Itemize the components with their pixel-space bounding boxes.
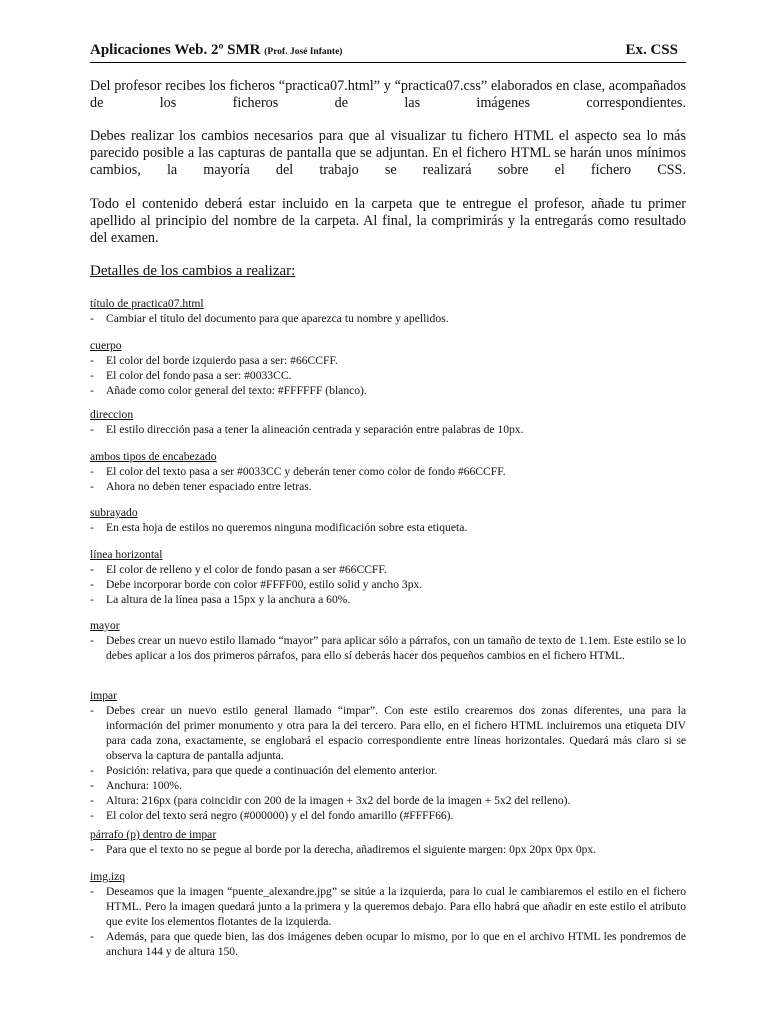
list-item: - En esta hoja de estilos no queremos ninguna modificación sobre esta etiqueta. bbox=[90, 520, 686, 535]
list-item: - Debes crear un nuevo estilo llamado “mayor” para aplicar sólo a párrafos, con un tamaño de texto de 1.1em. Este estilo se lo debes aplicar a los dos primeros párrafos, para ello sí deberás hacer dos pequeños cambios en el fichero HTML. bbox=[90, 633, 686, 663]
intro-paragraph-1: Del profesor recibes los ficheros “practica07.html” y “practica07.css” elaborados en clase, acompañados de los ficheros de las imágenes correspondientes. bbox=[90, 78, 686, 111]
list-item: - El estilo dirección pasa a tener la alineación centrada y separación entre palabras de 10px. bbox=[90, 422, 686, 437]
section-title: subrayado bbox=[90, 506, 138, 519]
exam-label: Ex. CSS bbox=[625, 42, 678, 58]
list-item: - Posición: relativa, para que quede a continuación del elemento anterior. bbox=[90, 763, 686, 778]
section bbox=[90, 407, 686, 437]
section-title: ambos tipos de encabezado bbox=[90, 450, 217, 463]
list-item: - Altura: 216px (para coincidir con 200 de la imagen + 3x2 del borde de la imagen + 5x2 del relleno). bbox=[90, 793, 686, 808]
section bbox=[90, 688, 686, 823]
intro-paragraph-2: Debes realizar los cambios necesarios para que al visualizar tu fichero HTML el aspecto sea lo más parecido posible a las capturas de pantalla que se adjuntan. En el fichero HTML se harán unos mínimos cambios, la mayoría del trabajo se realizará sobre el fichero CSS. bbox=[90, 128, 686, 178]
section bbox=[90, 547, 686, 607]
section-list bbox=[90, 884, 686, 959]
section-list bbox=[90, 464, 686, 494]
course-name: Aplicaciones Web. 2º SMR bbox=[90, 42, 261, 58]
list-item: - Debes crear un nuevo estilo general llamado “impar”. Con este estilo crearemos dos zonas diferentes, una para la información del primer monumento y otra para la del tercero. Para ello, en el fichero HTML incluiremos una etiqueta DIV para cada zona, exactamente, se englobará el espacio correspondiente entre líneas horizontales. Quedará más claro si se observa la captura de pantalla adjunta. bbox=[90, 703, 686, 763]
section-title: cuerpo bbox=[90, 339, 122, 352]
section bbox=[90, 505, 686, 535]
list-item: - Debe incorporar borde con color #FFFF00, estilo solid y ancho 3px. bbox=[90, 577, 686, 592]
list-item: - El color del texto pasa a ser #0033CC y deberán tener como color de fondo #66CCFF. bbox=[90, 464, 686, 479]
section bbox=[90, 296, 686, 326]
details-heading: Detalles de los cambios a realizar: bbox=[90, 263, 296, 279]
section-list bbox=[90, 520, 686, 535]
list-item: - Anchura: 100%. bbox=[90, 778, 686, 793]
section-list bbox=[90, 353, 686, 398]
list-item: - Ahora no deben tener espaciado entre letras. bbox=[90, 479, 686, 494]
section bbox=[90, 827, 686, 857]
list-item: - Añade como color general del texto: #FFFFFF (blanco). bbox=[90, 383, 686, 398]
course-title bbox=[90, 42, 342, 59]
list-item: - El color de relleno y el color de fondo pasan a ser #66CCFF. bbox=[90, 562, 686, 577]
section-title: párrafo (p) dentro de impar bbox=[90, 828, 217, 841]
section-list bbox=[90, 842, 686, 857]
section-list bbox=[90, 703, 686, 823]
page-header bbox=[90, 42, 686, 63]
section-title: título de practica07.html bbox=[90, 297, 204, 310]
list-item: - Deseamos que la imagen “puente_alexandre.jpg” se sitúe a la izquierda, para lo cual le cambiaremos el estilo en el fichero HTML. Pero la imagen quedará junto a la primera y la queremos debajo. Para ello habrá que añadir en este estilo el atributo que evite los elementos flotantes de la izquierda. bbox=[90, 884, 686, 929]
section-list bbox=[90, 311, 686, 326]
section-list bbox=[90, 633, 686, 663]
list-item: - Cambiar el título del documento para que aparezca tu nombre y apellidos. bbox=[90, 311, 686, 326]
list-item: - El color del fondo pasa a ser: #0033CC. bbox=[90, 368, 686, 383]
section-title: mayor bbox=[90, 619, 120, 632]
section-title: direccion bbox=[90, 408, 134, 421]
section-list bbox=[90, 562, 686, 607]
list-item: - El color del texto será negro (#000000) y el del fondo amarillo (#FFFF66). bbox=[90, 808, 686, 823]
section-title: img.izq bbox=[90, 870, 126, 883]
section-title: impar bbox=[90, 689, 118, 702]
section bbox=[90, 618, 686, 663]
list-item: - Además, para que quede bien, las dos imágenes deben ocupar lo mismo, por lo que en el archivo HTML les pondremos de anchura 144 y de altura 150. bbox=[90, 929, 686, 959]
section-list bbox=[90, 422, 686, 437]
list-item: - Para que el texto no se pegue al borde por la derecha, añadiremos el siguiente margen: 0px 20px 0px 0px. bbox=[90, 842, 686, 857]
intro-paragraph-3: Todo el contenido deberá estar incluido en la carpeta que te entregue el profesor, añade tu primer apellido al principio del nombre de la carpeta. Al final, la comprimirás y la entregarás como resultado del examen. bbox=[90, 196, 686, 246]
list-item: - El color del borde izquierdo pasa a ser: #66CCFF. bbox=[90, 353, 686, 368]
section bbox=[90, 869, 686, 959]
section bbox=[90, 449, 686, 494]
list-item: - La altura de la línea pasa a 15px y la anchura a 60%. bbox=[90, 592, 686, 607]
section bbox=[90, 338, 686, 398]
section-title: línea horizontal bbox=[90, 548, 163, 561]
teacher-name: (Prof. José Infante) bbox=[264, 47, 343, 57]
